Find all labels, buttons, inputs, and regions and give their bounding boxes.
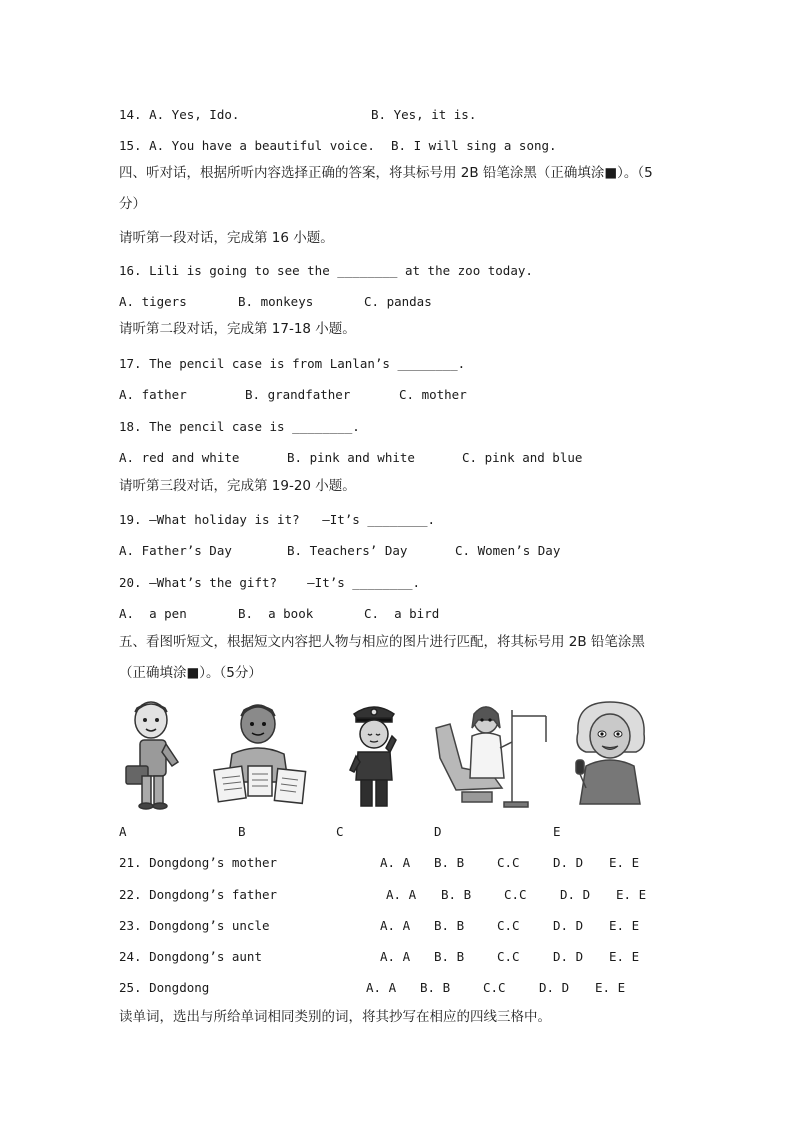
q17-option-c: C. mother (399, 387, 467, 402)
q16-option-b: B. monkeys (238, 294, 314, 309)
dialogue1-instruction: 请听第一段对话，完成第 16 小题。 (119, 230, 334, 246)
q16-option-c: C. pandas (364, 294, 432, 309)
picture-label-e: E (553, 824, 561, 839)
section-next-instruction: 读单词，选出与所给单词相同类别的词，将其抄写在相应的四线三格中。 (119, 1009, 551, 1025)
q20-text: 20. —What’s the gift? —It’s ________. (119, 575, 421, 590)
q24-option-b: B. B (434, 949, 465, 964)
q23-option-a: A. A (380, 918, 411, 933)
section5-heading: 五、看图听短文，根据短文内容把人物与相应的图片进行匹配，将其标号用 2B 铅笔涂黑 (119, 634, 645, 650)
q22-option-d: D. D (560, 887, 591, 902)
q21-text: 21. Dongdong’s mother (119, 855, 278, 870)
q21-option-c: C.C (497, 855, 520, 870)
picture-label-c: C (336, 824, 344, 839)
q25-text: 25. Dongdong (119, 980, 210, 995)
picture-d-dentist-with-chair (432, 698, 552, 810)
q18-text: 18. The pencil case is ________. (119, 419, 360, 434)
q24-option-c: C.C (497, 949, 520, 964)
q23-text: 23. Dongdong’s uncle (119, 918, 270, 933)
q19-option-c: C. Women’s Day (455, 543, 561, 558)
picture-label-a: A (119, 824, 127, 839)
q19-option-a: A. Father’s Day (119, 543, 232, 558)
q20-option-b: B. a book (238, 606, 314, 621)
q25-option-d: D. D (539, 980, 570, 995)
q16-text: 16. Lili is going to see the ________ at the zoo today. (119, 263, 533, 278)
q22-option-c: C.C (504, 887, 527, 902)
q17-option-b: B. grandfather (245, 387, 351, 402)
q21-option-d: D. D (553, 855, 584, 870)
picture-c-police-officer (346, 700, 402, 810)
q22-text: 22. Dongdong’s father (119, 887, 278, 902)
q22-option-b: B. B (441, 887, 472, 902)
q25-option-c: C.C (483, 980, 506, 995)
picture-e-singer-with-microphone (568, 698, 654, 808)
q23-option-d: D. D (553, 918, 584, 933)
q23-option-e: E. E (609, 918, 640, 933)
section5-heading-cont: （正确填涂■）。（5分） (119, 665, 262, 681)
q17-text: 17. The pencil case is from Lanlan’s ________. (119, 356, 466, 371)
q14-option-a: 14. A. Yes, Ido. (119, 107, 240, 122)
q20-option-c: C. a bird (364, 606, 440, 621)
q15-option-a: 15. A. You have a beautiful voice. (119, 138, 375, 153)
q25-option-e: E. E (595, 980, 626, 995)
q21-option-e: E. E (609, 855, 640, 870)
picture-label-d: D (434, 824, 442, 839)
q14-option-b: B. Yes, it is. (371, 107, 477, 122)
q23-option-c: C.C (497, 918, 520, 933)
picture-a-boy-with-bag (118, 698, 188, 810)
q17-option-a: A. father (119, 387, 187, 402)
picture-b-man-with-papers (212, 698, 308, 806)
q15-option-b: B. I will sing a song. (391, 138, 557, 153)
q25-option-a: A. A (366, 980, 397, 995)
picture-label-b: B (238, 824, 246, 839)
q25-option-b: B. B (420, 980, 451, 995)
section4-heading-cont: 分） (119, 196, 146, 212)
q24-option-e: E. E (609, 949, 640, 964)
q18-option-a: A. red and white (119, 450, 240, 465)
section4-heading: 四、听对话，根据所听内容选择正确的答案，将其标号用 2B 铅笔涂黑（正确填涂■）。（5 (119, 165, 653, 181)
q16-option-a: A. tigers (119, 294, 187, 309)
q20-option-a: A. a pen (119, 606, 187, 621)
q23-option-b: B. B (434, 918, 465, 933)
q19-option-b: B. Teachers’ Day (287, 543, 408, 558)
q22-option-a: A. A (386, 887, 417, 902)
q18-option-c: C. pink and blue (462, 450, 583, 465)
q21-option-a: A. A (380, 855, 411, 870)
q24-option-a: A. A (380, 949, 411, 964)
q24-text: 24. Dongdong’s aunt (119, 949, 262, 964)
q24-option-d: D. D (553, 949, 584, 964)
q21-option-b: B. B (434, 855, 465, 870)
q19-text: 19. —What holiday is it? —It’s ________. (119, 512, 436, 527)
q22-option-e: E. E (616, 887, 647, 902)
dialogue2-instruction: 请听第二段对话，完成第 17-18 小题。 (119, 321, 356, 337)
dialogue3-instruction: 请听第三段对话，完成第 19-20 小题。 (119, 478, 356, 494)
q18-option-b: B. pink and white (287, 450, 415, 465)
